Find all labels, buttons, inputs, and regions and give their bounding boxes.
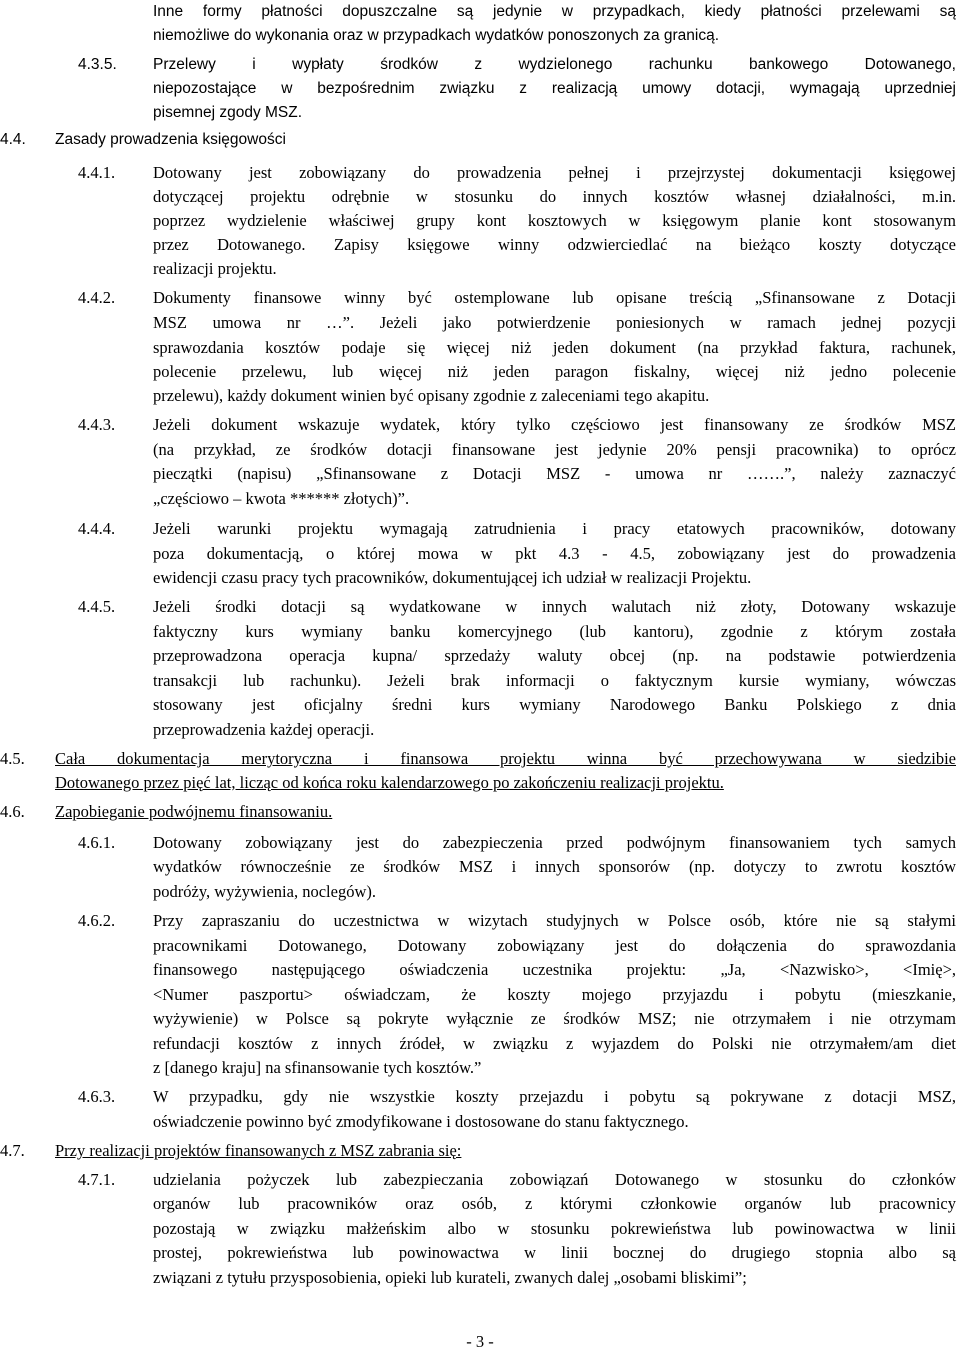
paragraph-line: organów lub pracowników oraz osób, z którymi członkowie organów lub pracownicy <box>153 1194 956 1213</box>
paragraph-line: ewidencji czasu pracy tych pracowników, dokumentującej ich udział w realizacji Projektu. <box>153 568 752 587</box>
paragraph-line: poprzez wydzielenie właściwej grupy kont kosztowych w księgowym planie kont stosowanym <box>153 211 956 230</box>
section-heading: Dotowanego przez pięć lat, licząc od końca roku kalendarzowego po zakończeniu realizacji projektu. <box>55 773 724 792</box>
section-number: 4.3.5. <box>78 56 117 73</box>
paragraph-line: Jeżeli warunki projektu wymagają zatrudnienia i pracy etatowych pracowników, dotowany <box>153 519 956 538</box>
paragraph-line: Dotowany zobowiązany jest do zabezpieczenia przed podwójnym finansowaniem tych samych <box>153 833 956 852</box>
paragraph-line: (na przykład, ze środków dotacji finansowane jest jedynie 20% pensji pracownika) to oprócz <box>153 440 956 459</box>
paragraph-line: „częściowo – kwota ****** złotych)”. <box>153 489 410 508</box>
paragraph-line: pozostają w związku małżeńskim albo w stosunku pokrewieństwa lub powinowactwa w linii <box>153 1219 956 1238</box>
paragraph-line: faktyczny kurs wymiany banku komercyjnego (lub kantoru), zgodnie z którym została <box>153 622 956 641</box>
section-heading: Zasady prowadzenia księgowości <box>55 131 286 148</box>
section-number: 4.4.1. <box>78 163 116 182</box>
paragraph-line: pisemnej zgody MSZ. <box>153 104 303 121</box>
section-number: 4.4. <box>0 131 26 148</box>
section-number: 4.6.2. <box>78 911 116 930</box>
paragraph-line: z [danego kraju] na sfinansowanie tych kosztów.” <box>153 1058 482 1077</box>
section-number: 4.6.1. <box>78 833 116 852</box>
paragraph-line: podróży, wyżywienia, noclegów). <box>153 882 376 901</box>
paragraph-line: Jeżeli dokument wskazuje wydatek, który tylko częściowo jest finansowany ze środków MSZ <box>153 415 956 434</box>
section-number: 4.4.2. <box>78 288 116 307</box>
paragraph-line: dotyczącej projektu odrębnie w stosunku do innych kosztów własnej działalności, m.in. <box>153 187 956 206</box>
section-number: 4.4.5. <box>78 597 116 616</box>
section-number: 4.7. <box>0 1141 25 1160</box>
paragraph-line: pieczątki (napisu) „Sfinansowane z Dotacji MSZ - umowa nr …….”, należy zaznaczyć <box>153 464 956 483</box>
paragraph-line: przeprowadzenia każdej operacji. <box>153 720 375 739</box>
section-number: 4.4.4. <box>78 519 116 538</box>
paragraph-line: polecenie przelewu, lub więcej niż jeden paragon fiskalny, więcej niż jedno polecenie <box>153 362 956 381</box>
paragraph-line: Przy zapraszaniu do uczestnictwa w wizytach studyjnych w Polsce osób, które nie są stałymi <box>153 911 956 930</box>
paragraph-line: <Numer paszportu> oświadczam, że koszty mojego przyjazdu i pobytu (mieszkanie, <box>153 985 956 1004</box>
section-number: 4.5. <box>0 749 25 768</box>
paragraph-line: Jeżeli środki dotacji są wydatkowane w innych walutach niż złoty, Dotowany wskazuje <box>153 597 956 616</box>
section-heading: Przy realizacji projektów finansowanych z MSZ zabrania się: <box>55 1141 462 1160</box>
paragraph-line: związani z tytułu przysposobienia, opieki lub kurateli, zwanych dalej „osobami bliskimi”; <box>153 1268 747 1287</box>
paragraph-line: prostej, pokrewieństwa lub powinowactwa w linii bocznej do drugiego stopnia albo są <box>153 1243 956 1262</box>
paragraph-line: realizacji projektu. <box>153 259 277 278</box>
paragraph-line: Dokumenty finansowe winny być ostemplowane lub opisane treścią „Sfinansowane z Dotacji <box>153 288 956 307</box>
section-number: 4.6.3. <box>78 1087 116 1106</box>
paragraph-line: wydatków równocześnie ze środków MSZ i innych sponsorów (np. dotyczy to zwrotu kosztów <box>153 857 956 876</box>
paragraph-line: Inne formy płatności dopuszczalne są jedynie w przypadkach, kiedy płatności przelewami są <box>153 3 956 20</box>
paragraph-line: poza dokumentacją, o której mowa w pkt 4.3 - 4.5, zobowiązany jest do prowadzenia <box>153 544 956 563</box>
paragraph-line: transakcji lub rachunku). Jeżeli brak informacji o faktycznym kursie wymiany, wówczas <box>153 671 956 690</box>
paragraph-line: niepozostające w bezpośrednim związku z realizacją umowy dotacji, wymagają uprzedniej <box>153 80 956 97</box>
paragraph-line: wyżywienie) w Polsce są pokryte wyłącznie ze środków MSZ; nie otrzymałem i nie otrzymam <box>153 1009 956 1028</box>
paragraph-line: pracownikami Dotowanego, Dotowany zobowiązany jest do dołączenia do sprawozdania <box>153 936 956 955</box>
section-number: 4.4.3. <box>78 415 116 434</box>
paragraph-line: przeprowadzona operacja kupna/ sprzedaży waluty obcej (np. na podstawie potwierdzenia <box>153 646 956 665</box>
section-heading: Cała dokumentacja merytoryczna i finansowa projektu winna być przechowywana w siedzibie <box>55 749 956 768</box>
paragraph-line: Przelewy i wypłaty środków z wydzielonego rachunku bankowego Dotowanego, <box>153 56 956 73</box>
paragraph-line: refundacji kosztów z innych źródeł, w związku z wyjazdem do Polski nie otrzymałem/am diet <box>153 1034 956 1053</box>
section-number: 4.6. <box>0 802 25 821</box>
paragraph-line: stosowany jest oficjalny średni kurs wymiany Narodowego Banku Polskiego z dnia <box>153 695 956 714</box>
paragraph-line: W przypadku, gdy nie wszystkie koszty przejazdu i pobytu są pokrywane z dotacji MSZ, <box>153 1087 956 1106</box>
paragraph-line: MSZ umowa nr …”. Jeżeli jako potwierdzenie poniesionych w ramach jednej pozycji <box>153 313 956 332</box>
section-number: 4.7.1. <box>78 1170 116 1189</box>
paragraph-line: oświadczenie powinno być zmodyfikowane i dostosowane do stanu faktycznego. <box>153 1112 689 1131</box>
paragraph-line: sprawozdania kosztów podaje się więcej niż jeden dokument (na przykład faktura, rachunek, <box>153 338 956 357</box>
paragraph-line: przez Dotowanego. Zapisy księgowe winny odzwierciedlać na bieżąco koszty dotyczące <box>153 235 956 254</box>
paragraph-line: udzielania pożyczek lub zabezpieczania zobowiązań Dotowanego w stosunku do członków <box>153 1170 956 1189</box>
paragraph-line: Dotowany jest zobowiązany do prowadzenia pełnej i przejrzystej dokumentacji księgowej <box>153 163 956 182</box>
paragraph-line: niemożliwe do wykonania oraz w przypadkach wydatków ponoszonych za granicą. <box>153 27 720 44</box>
page-number: - 3 - <box>466 1332 494 1351</box>
section-heading: Zapobieganie podwójnemu finansowaniu. <box>55 802 333 821</box>
paragraph-line: finansowego następującego oświadczenia uczestnika projektu: „Ja, <Nazwisko>, <Imię>, <box>153 960 956 979</box>
paragraph-line: przelewu), każdy dokument winien być opisany zgodnie z zaleceniami tego akapitu. <box>153 386 710 405</box>
